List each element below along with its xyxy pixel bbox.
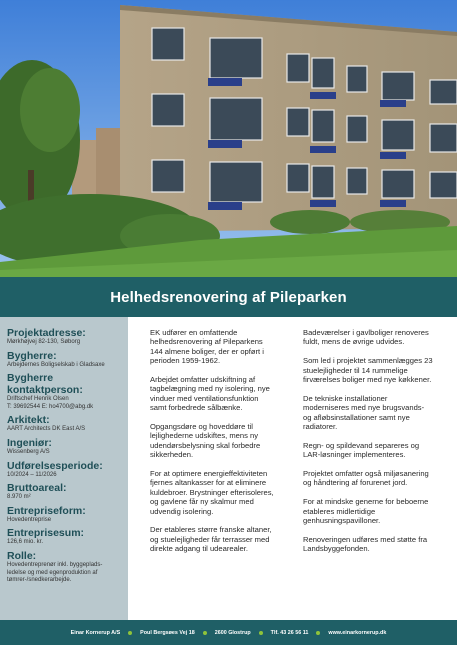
- fact-label: Rolle:: [7, 549, 37, 562]
- footer-city: 2600 Glostrup: [214, 629, 251, 636]
- fact-value: AART Architects DK East A/S: [7, 426, 86, 433]
- fact-value: Wissenberg A/S: [7, 448, 50, 455]
- footer-phone: Tlf. 43 26 56 11: [270, 629, 309, 636]
- project-facts-sidebar: [0, 317, 128, 620]
- paragraph: Opgangsdøre og hoveddøre til lejlighederne udskiftes, mens ny udendørsbelysning skal forbedre sikkerheden.: [150, 422, 261, 460]
- fact-architect: [7, 414, 122, 434]
- fact-label: Bruttoareal:: [7, 482, 67, 495]
- paragraph: Projektet omfatter også miljøsanering og håndtering af forurenet jord.: [303, 469, 429, 488]
- fact-contract-sum: [7, 527, 122, 547]
- paragraph: Som led i projektet sammenlægges 23 stuelejligheder til 14 rummelige firværelses boliger med nye køkkener.: [303, 356, 433, 385]
- paragraph: For at mindske generne for beboerne etableres midlertidige genhusningspavilloner.: [303, 497, 429, 526]
- separator-dot-icon: [316, 631, 320, 635]
- fact-label: Projektadresse:: [7, 327, 86, 339]
- fact-label: Entreprisesum:: [7, 527, 85, 540]
- building-photo: [0, 0, 457, 277]
- fact-execution-period: [7, 460, 122, 480]
- fact-value: Hovedentreprenør inkl. byggeplads-: [7, 561, 103, 568]
- paragraph: Der etableres større franske altaner, og stuelejligheder får terrasser med direkte adgang til udearealer.: [150, 525, 272, 554]
- body-column-2: [303, 328, 433, 563]
- separator-dot-icon: [128, 631, 132, 635]
- fact-client: [7, 350, 122, 370]
- body-column-1: [150, 328, 275, 563]
- fact-label: Ingeniør:: [7, 436, 52, 449]
- fact-label: Arkitekt:: [7, 414, 50, 427]
- fact-role: [7, 550, 122, 585]
- separator-dot-icon: [259, 631, 263, 635]
- fact-contract-form: [7, 505, 122, 525]
- paragraph: For at optimere energieffektiviteten fjernes altankasser for at eliminere kuldebroer. Brystninger efterisoleres, og gavlene får ny skalmur med udvendig isolering.: [150, 469, 274, 516]
- fact-label: Bygherre:: [7, 349, 57, 362]
- fact-label: Entrepriseform:: [7, 504, 86, 517]
- fact-value: 8.970 m²: [7, 494, 31, 501]
- fact-client-contact: [7, 372, 122, 411]
- footer-bar: [0, 620, 457, 645]
- fact-value: T: 39692544 E: ho4700@abg.dk: [7, 403, 94, 410]
- fact-engineer: [7, 437, 122, 457]
- fact-label: Bygherre kontaktperson:: [7, 372, 83, 397]
- title-band: [0, 277, 457, 317]
- page-title: Helhedsrenovering af Pileparken: [110, 288, 347, 306]
- fact-value: 126,6 mio. kr.: [7, 539, 44, 546]
- paragraph: Badeværelser i gavlboliger renoveres fuldt, mens de øvrige udvides.: [303, 328, 429, 347]
- fact-gross-area: [7, 482, 122, 502]
- fact-value: ledelse og med egenproduktion af: [7, 569, 98, 576]
- fact-value: 10/2024 – 11/2026: [7, 471, 57, 478]
- separator-dot-icon: [203, 631, 207, 635]
- footer-company: Einar Kornerup A/S: [70, 629, 121, 636]
- fact-value: Hovedentreprise: [7, 516, 52, 523]
- fact-label: Udførelsesperiode:: [7, 459, 103, 472]
- footer-website-link[interactable]: www.einarkornerup.dk: [328, 629, 387, 636]
- fact-project-address: [7, 327, 122, 347]
- footer-address: Poul Bergsøes Vej 18: [140, 629, 195, 636]
- paragraph: Regn- og spildevand separeres og LAR-løsninger implementeres.: [303, 440, 420, 460]
- fact-value: Mørkhøjvej 82-130, Søborg: [7, 339, 81, 345]
- paragraph: EK udfører en omfattende helhedsrenovering af Pileparkens 144 almene boliger, der er opført i perioden 1959-1962.: [150, 328, 264, 366]
- fact-value: tømrer-/snedkerarbejde.: [7, 577, 72, 584]
- paragraph: De tekniske installationer moderniseres med nye brugsvands- og afløbsinstallationer samt nye radiatorer.: [303, 393, 425, 432]
- paragraph: Renoveringen udføres med støtte fra Landsbyggefonden.: [303, 534, 428, 554]
- fact-value: Arbejdernes Boligselskab i Gladsaxe: [7, 361, 105, 368]
- fact-value: Driftschef Henrik Olsen: [7, 396, 69, 403]
- paragraph: Arbejdet omfatter udskiftning af tagbelægning med ny isolering, nye vinduer med ventilationsfunktion samt forbedrede sålbænke.: [150, 375, 270, 413]
